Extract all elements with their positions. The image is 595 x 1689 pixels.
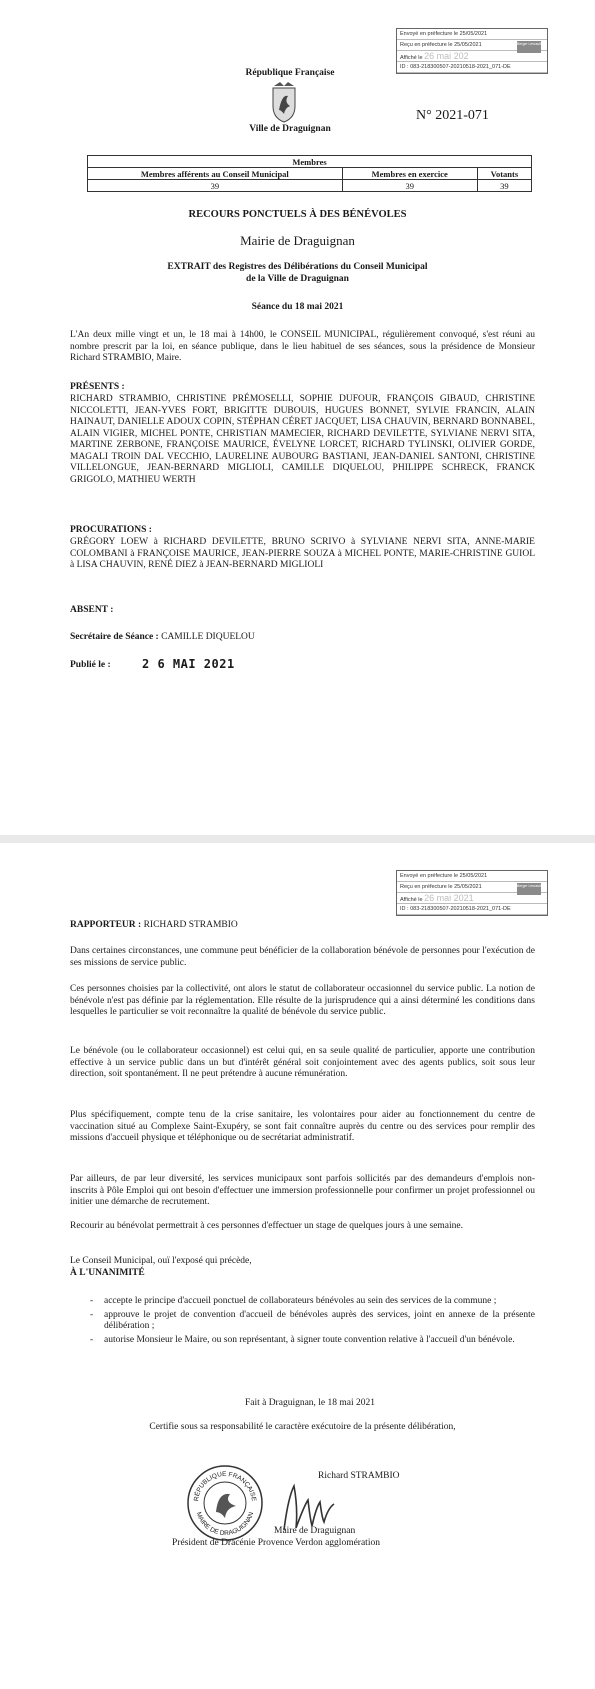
secretaire-name: CAMILLE DIQUELOU <box>161 632 255 642</box>
rapporteur-name: RICHARD STRAMBIO <box>143 920 238 930</box>
paragraph-1: Dans certaines circonstances, une commune peut bénéficier de la collaboration bénévole de personnes pour l'exécution de ses missions de service public. <box>70 946 535 968</box>
decision-item: - autorise Monsieur le Maire, ou son représentant, à signer toute convention relative à l'accueil d'un bénévole. <box>104 1335 535 1347</box>
ville-de-draguignan: Ville de Draguignan <box>249 124 331 134</box>
paragraph-5: Par ailleurs, de par leur diversité, les services municipaux sont parfois sollicités par des demandeurs d'emplois non-inscrits à Pôle Emploi qui ont besoin d'effectuer une immersion professionnelle pour confirmer un projet professionnel ou initier une démarche de recrutement. <box>70 1174 535 1207</box>
mairie-seal-icon <box>186 1464 264 1542</box>
presents-label: PRÉSENTS : <box>70 382 125 392</box>
stamp-sent: Envoyé en préfecture le 25/05/2021 <box>397 29 547 40</box>
seance-date: Séance du 18 mai 2021 <box>251 302 344 312</box>
intro-paragraph: L'An deux mille vingt et un, le 18 mai à 14h00, le CONSEIL MUNICIPAL, régulièrement convoqué, s'est réuni au nombre prescrit par la loi, en séance publique, dans le lieu habituel de ses séances, sous la présidence de Monsieur Richard STRAMBIO, Maire. <box>70 330 535 363</box>
members-title: Membres <box>88 156 532 168</box>
document-page-1 <box>0 0 595 835</box>
deliberation-title: RECOURS PONCTUELS À DES BÉNÉVOLES <box>188 209 407 220</box>
rapporteur-label: RAPPORTEUR : <box>70 920 142 930</box>
conseil-line: Le Conseil Municipal, ouï l'exposé qui précède, <box>70 1256 252 1266</box>
deliberation-number: N° 2021-071 <box>416 108 489 123</box>
extrait-line-1: EXTRAIT des Registres des Délibérations du Conseil Municipal <box>167 262 428 272</box>
stamp-received: Reçu en préfecture le 25/05/2021 <box>397 882 547 893</box>
draguignan-coat-of-arms-icon <box>270 80 298 124</box>
publie-date-stamp: 2 6 MAI 2021 <box>142 657 235 671</box>
prefecture-stamp <box>396 28 548 74</box>
seal-bottom-text: MAIRE DE DRAGUIGNAN <box>194 1511 256 1538</box>
stamp-id: ID : 083-218300507-20210518-2021_071-DE <box>397 62 547 73</box>
procurations-label: PROCURATIONS : <box>70 525 152 535</box>
publie-label: Publié le : <box>70 660 111 670</box>
unanimite-label: À L'UNANIMITÉ <box>70 1268 145 1278</box>
mairie-heading: Mairie de Draguignan <box>240 233 355 248</box>
stamp-sent: Envoyé en préfecture le 25/05/2021 <box>397 871 547 882</box>
decision-item: - approuve le projet de convention d'accueil de bénévoles auprès des services, joint en annexe de la présente délibération ; <box>104 1310 535 1333</box>
decision-list <box>86 1296 535 1348</box>
decision-item: - accepte le principe d'accueil ponctuel de collaborateurs bénévoles au sein des services de la commune ; <box>104 1296 535 1308</box>
berger-levrault-logo: Berger Levrault <box>517 883 541 895</box>
members-header: Votants <box>477 168 531 180</box>
members-table <box>87 155 532 192</box>
paragraph-6: Recourir au bénévolat permettrait à ces personnes d'effectuer un stage de quelques jours à une semaine. <box>70 1221 463 1231</box>
stamp-affiche-label: Affiché le <box>400 897 423 903</box>
stamp-affiche-date: 26 mai 2021 <box>424 893 474 903</box>
absent-label: ABSENT : <box>70 605 114 615</box>
paragraph-2: Ces personnes choisies par la collectivité, ont alors le statut de collaborateur occasionnel du service public. La notion de bénévole n'est pas définie par la réglementation. Elle résulte de la jurisprudence qui a ainsi déterminé les conditions dans lesquelles le particulier se voit reconnaître la qualité de bénévole du service public. <box>70 984 535 1017</box>
secretaire-label: Secrétaire de Séance : <box>70 632 159 642</box>
stamp-affiche-label: Affiché le <box>400 55 423 61</box>
fait-a-line: Fait à Draguignan, le 18 mai 2021 <box>244 1398 376 1408</box>
signatory-role-2: Président de Dracénie Provence Verdon agglomération <box>172 1538 380 1548</box>
members-value: 39 <box>477 180 531 192</box>
members-header: Membres afférents au Conseil Municipal <box>88 168 343 180</box>
members-value: 39 <box>88 180 343 192</box>
prefecture-stamp <box>396 870 548 916</box>
republique-francaise: République Française <box>245 68 335 78</box>
stamp-id: ID : 083-218300507-20210518-2021_071-DE <box>397 904 547 915</box>
certifie-line: Certifie sous sa responsabilité le caractère exécutoire de la présente délibération, <box>149 1422 456 1432</box>
seal-top-text: RÉPUBLIQUE FRANÇAISE <box>192 1470 257 1502</box>
stamp-affiche-date: 26 mai 202 <box>424 51 469 61</box>
procurations-list: GRÉGORY LOEW à RICHARD DEVILETTE, BRUNO SCRIVO à SYLVIANE NERVI SITA, ANNE-MARIE COLOMBANI à FRANÇOISE MAURICE, JEAN-PIERRE SOUZA à MICHEL PONTE, MARIE-CHRISTINE GUIOL à LISA CHAUVIN, RENÉ DIEZ à JEAN-BERNARD MIGLIOLI <box>70 537 535 570</box>
extrait-line-2: de la Ville de Draguignan <box>246 274 349 284</box>
presents-list: RICHARD STRAMBIO, CHRISTINE PRÉMOSELLI, SOPHIE DUFOUR, FRANÇOIS GIBAUD, CHRISTINE NICCOLETTI, JEAN-YVES FORT, BRIGITTE DUBOUIS, HUGUES BONNET, SYLVIE FRANCIN, ALAIN HAINAUT, DANIELLE ADOUX COPIN, STÉPHAN CÉRET JACQUET, LISA CHAUVIN, BERNARD BONNABEL, ALAIN VIGIER, MICHEL PONTE, CHRISTIAN MAMECIER, RICHARD DEVILETTE, SYLVIANE NERVI SITA, MARTINE ZERBONE, FRANÇOISE MAURICE, ÉVELYNE LORCET, RICHARD TYLINSKI, OLIVIER GORDE, MAGALI TROIN DAL VECCHIO, LAURELINE AUBOURG BASTIANI, JEAN-DANIEL SANTONI, CHRISTINE VILLELONGUE, JEAN-BERNARD MIGLIOLI, CAMILLE DIQUELOU, PHILIPPE SCHRECK, FRANCK GRIGOLO, MATHIEU WERTH <box>70 394 535 485</box>
paragraph-4: Plus spécifiquement, compte tenu de la crise sanitaire, les volontaires pour aider au fonctionnement du centre de vaccination situé au Complexe Saint-Exupéry, se sont fait connaître auprès du centre ou des services pour remplir des missions d'accueil physique et téléphonique ou de secrétariat administratif. <box>70 1110 535 1143</box>
members-value: 39 <box>342 180 477 192</box>
berger-levrault-logo: Berger Levrault <box>517 41 541 53</box>
paragraph-3: Le bénévole (ou le collaborateur occasionnel) est celui qui, en sa seule qualité de particulier, apporte une contribution effective à un service public dans un but d'intérêt général soit conjointement avec des agents publics, soit sous leur direction, soit spontanément. Il ne peut prétendre à aucune rémunération. <box>70 1046 535 1079</box>
signatory-name: Richard STRAMBIO <box>318 1471 400 1481</box>
members-header: Membres en exercice <box>342 168 477 180</box>
signatory-role-1: Maire de Draguignan <box>274 1526 356 1536</box>
stamp-received: Reçu en préfecture le 25/05/2021 <box>397 40 547 51</box>
